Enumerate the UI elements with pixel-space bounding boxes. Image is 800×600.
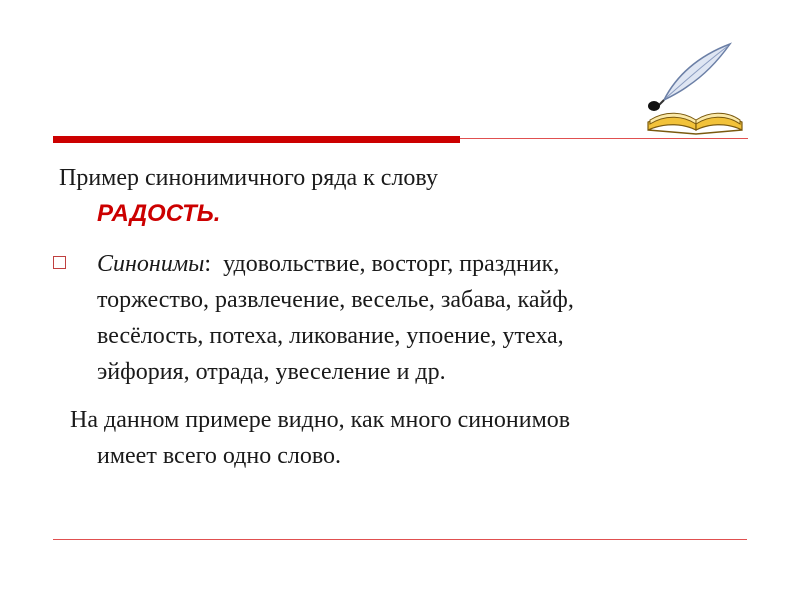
keyword-radost: РАДОСТЬ. — [97, 200, 221, 227]
conclusion-line: имеет всего одно слово. — [97, 443, 342, 469]
synonyms-line: торжество, развлечение, веселье, забава, кайф, — [97, 287, 574, 313]
header-rule-thin — [460, 138, 748, 139]
quill-and-book-icon — [636, 38, 746, 136]
synonyms-colon: : — [204, 251, 212, 277]
square-bullet-icon — [53, 256, 66, 269]
footer-rule — [53, 539, 747, 540]
synonyms-label: Синонимы — [97, 251, 205, 277]
synonyms-first-line — [97, 246, 574, 282]
header-rule-thick — [53, 136, 460, 143]
synonyms-paragraph — [97, 246, 574, 390]
intro-text: Пример синонимичного ряда к слову — [59, 165, 438, 191]
conclusion-paragraph — [70, 402, 570, 474]
intro-paragraph — [59, 160, 438, 232]
synonyms-line: удовольствие, восторг, праздник, — [211, 251, 560, 277]
conclusion-line: На данном примере видно, как много синонимов — [70, 407, 571, 433]
synonyms-line: весёлость, потеха, ликование, упоение, утеха, — [97, 323, 564, 349]
synonyms-line: эйфория, отрада, увеселение и др. — [97, 359, 446, 385]
